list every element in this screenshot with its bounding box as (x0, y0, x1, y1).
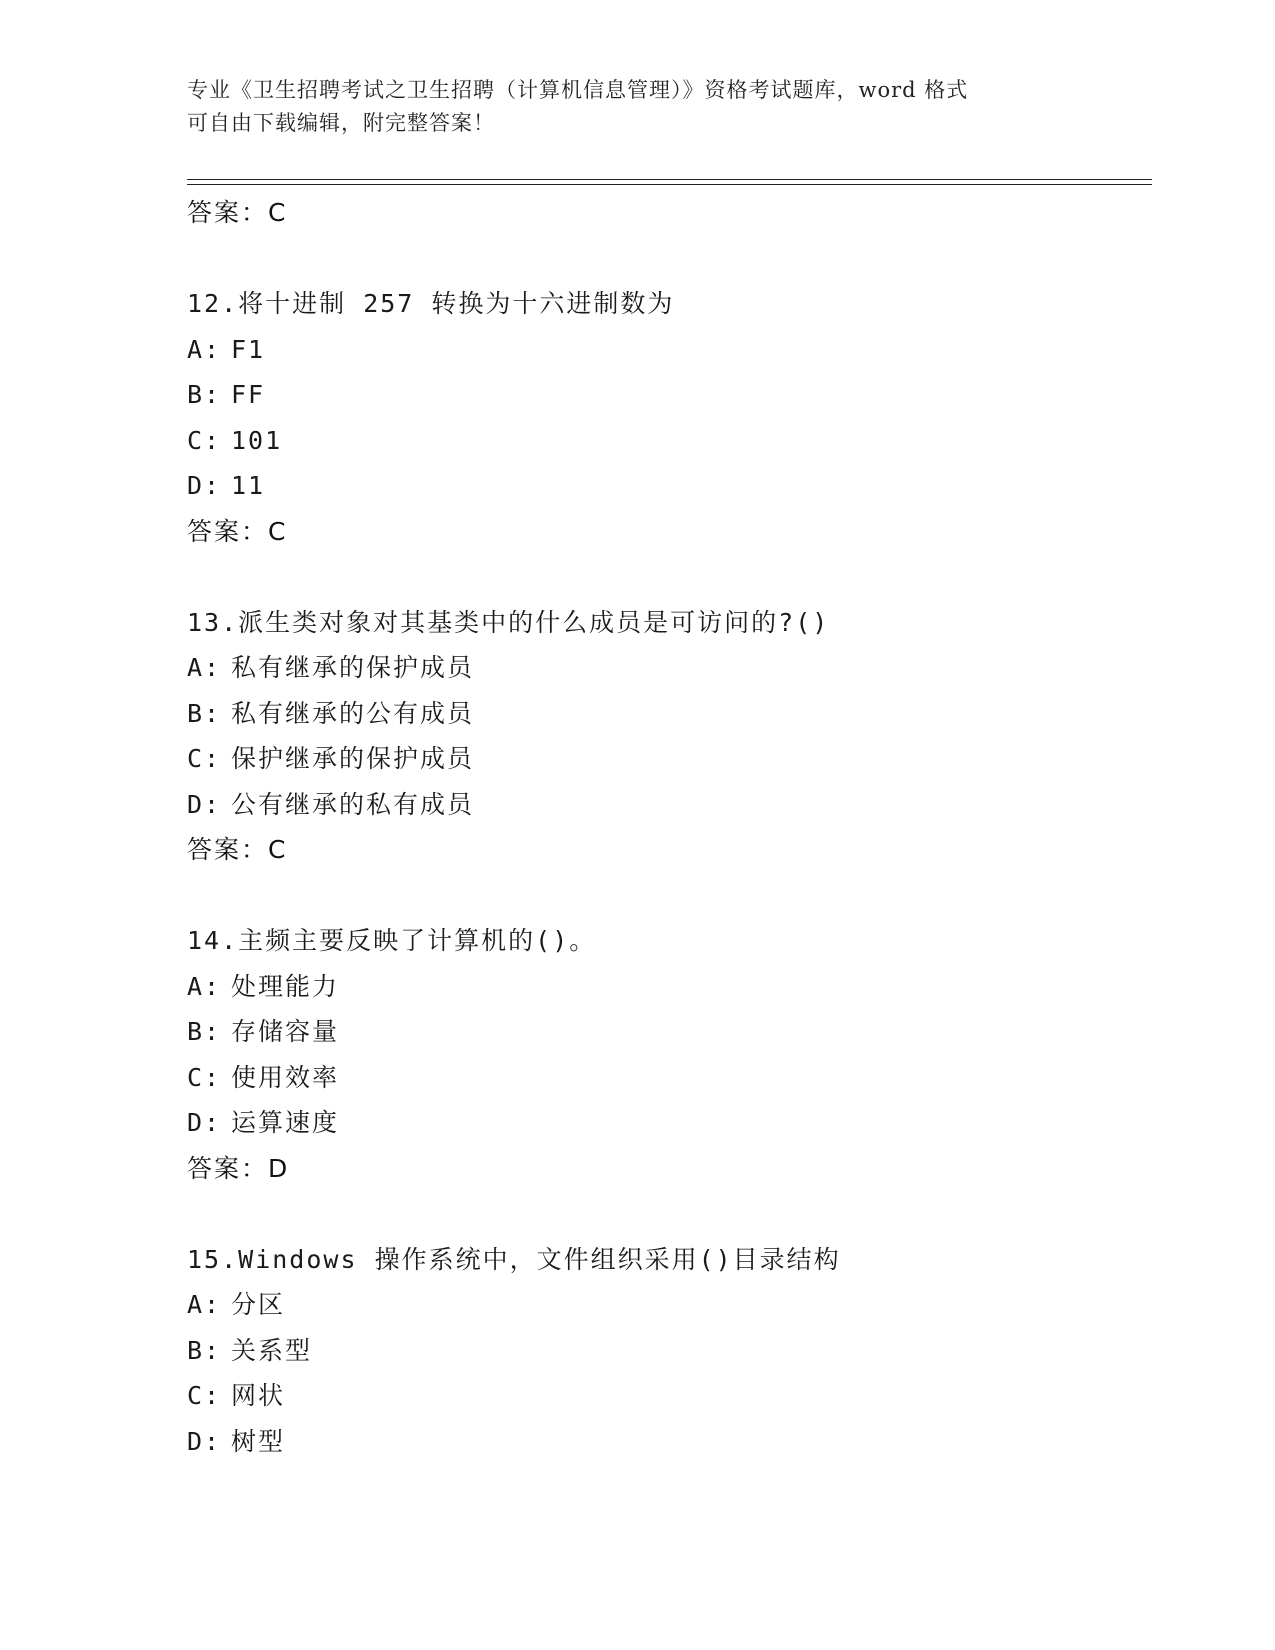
option-b (187, 691, 1152, 737)
option-label: A: (187, 653, 222, 682)
option-text: 私有继承的公有成员 (231, 698, 475, 728)
question-title: 12.将十进制 257 转换为十六进制数为 (187, 289, 675, 318)
option-text: 保护继承的保护成员 (231, 744, 475, 773)
option-text: 公有继承的私有成员 (231, 789, 475, 819)
option-a (187, 1282, 1152, 1328)
option-text: 网状 (231, 1381, 286, 1410)
option-d (187, 782, 1152, 828)
answer-line: 答案：D (187, 1153, 290, 1183)
option-label: B: (187, 380, 222, 409)
option-label: B: (187, 1335, 222, 1365)
option-c (187, 1373, 1152, 1419)
option-c (187, 1055, 1152, 1101)
answer-line: 答案：C (187, 516, 288, 546)
option-b (187, 1328, 1152, 1374)
document-header (187, 74, 1087, 140)
option-b (187, 1009, 1152, 1055)
leading-answer: 答案：C (187, 198, 288, 227)
option-d (187, 463, 1152, 509)
option-a (187, 645, 1152, 691)
option-text: 存储容量 (231, 1017, 340, 1046)
question-title: 13.派生类对象对其基类中的什么成员是可访问的?() (187, 607, 830, 637)
option-c (187, 736, 1152, 782)
option-label: A: (187, 334, 222, 364)
option-label: A: (187, 1290, 222, 1319)
question-14 (187, 918, 1152, 1192)
option-a (187, 327, 1152, 373)
option-label: C: (187, 744, 222, 773)
option-text: 私有继承的保护成员 (231, 653, 475, 682)
option-a (187, 964, 1152, 1010)
option-label: B: (187, 1017, 222, 1046)
option-label: C: (187, 1062, 222, 1092)
option-label: D: (187, 789, 222, 819)
option-text: 处理能力 (231, 971, 340, 1001)
question-12 (187, 281, 1152, 555)
question-13 (187, 600, 1152, 874)
option-label: D: (187, 1426, 222, 1456)
option-label: B: (187, 698, 222, 728)
option-label: D: (187, 1108, 222, 1137)
option-label: C: (187, 425, 222, 455)
header-line-2: 可自由下载编辑，附完整答案！ (187, 111, 495, 135)
header-divider-top (187, 179, 1152, 180)
header-line-1: 专业《卫生招聘考试之卫生招聘（计算机信息管理）》资格考试题库，word 格式 (187, 78, 969, 102)
option-text: 使用效率 (231, 1062, 340, 1092)
question-list (187, 190, 1152, 1464)
option-text: 分区 (231, 1290, 286, 1319)
option-text: 树型 (231, 1426, 286, 1456)
option-text: FF (231, 380, 266, 409)
option-text: 101 (231, 425, 283, 455)
option-text: F1 (231, 334, 266, 364)
option-label: D: (187, 471, 222, 500)
option-c (187, 418, 1152, 464)
header-divider-bottom (187, 184, 1152, 185)
option-text: 运算速度 (231, 1108, 340, 1137)
option-d (187, 1419, 1152, 1465)
option-text: 关系型 (231, 1335, 313, 1365)
answer-line: 答案：C (187, 835, 288, 864)
option-b (187, 372, 1152, 418)
option-label: A: (187, 971, 222, 1001)
option-label: C: (187, 1381, 222, 1410)
option-d (187, 1100, 1152, 1146)
option-text: 11 (231, 471, 266, 500)
question-15 (187, 1237, 1152, 1465)
question-title: 15.Windows 操作系统中，文件组织采用()目录结构 (187, 1244, 841, 1274)
question-title: 14.主频主要反映了计算机的()。 (187, 926, 597, 955)
